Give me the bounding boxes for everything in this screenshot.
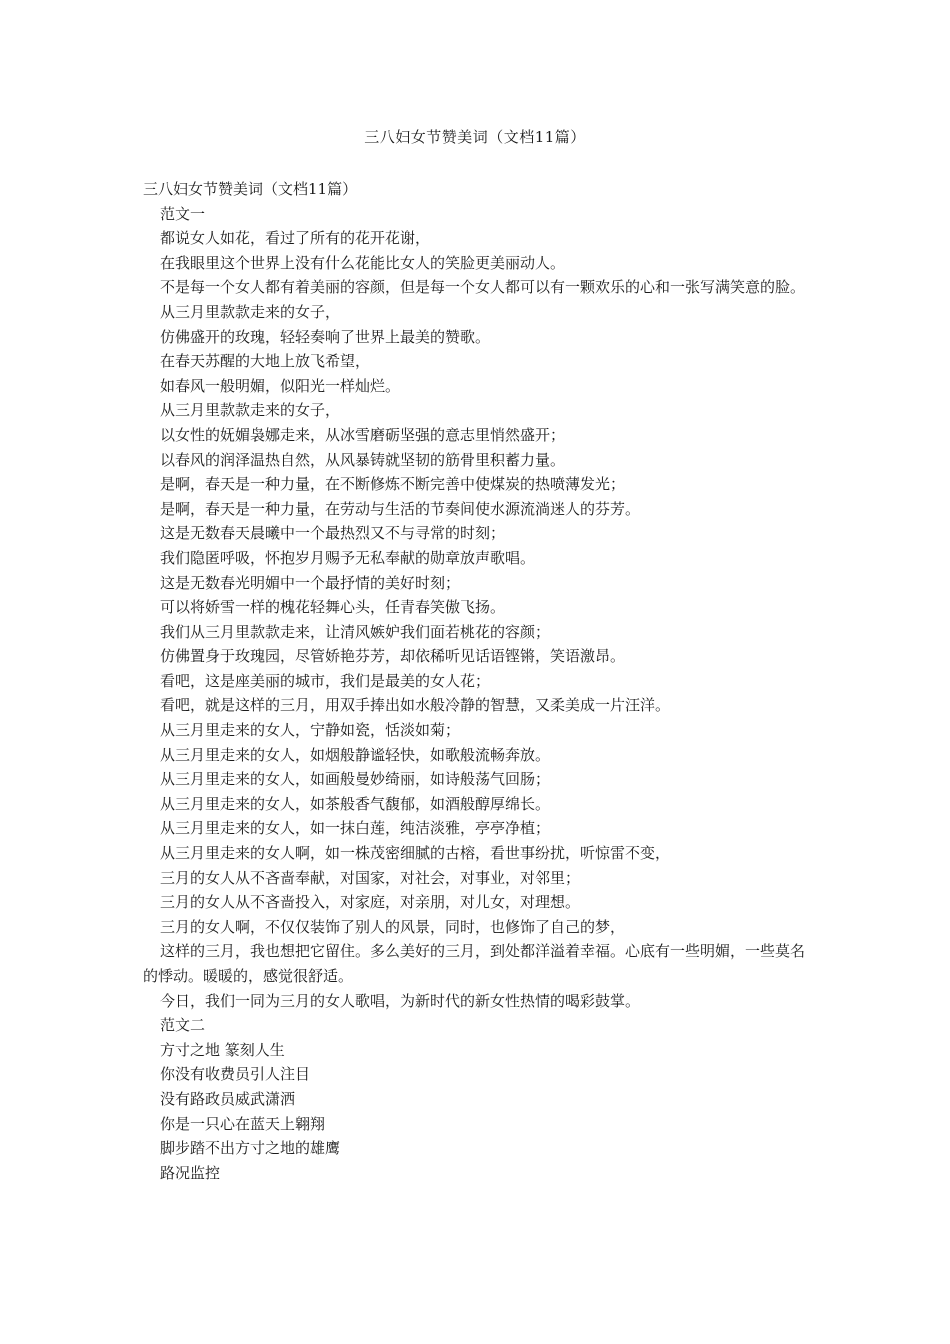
paragraph: 三月的女人从不吝啬奉献，对国家，对社会，对事业，对邻里；	[160, 868, 581, 887]
document-body	[143, 177, 807, 1185]
document-heading: 三八妇女节赞美词（文档11篇）	[143, 180, 358, 198]
paragraph: 从三月里走来的女人，如茶般香气馥郁，如酒般醇厚绵长。	[160, 794, 551, 813]
paragraph: 这样的三月，我也想把它留住。多么美好的三月，到处都洋溢着幸福。心底有一些明媚，一些莫名的悸动。暖暖的，感觉很舒适。	[143, 942, 806, 985]
paragraph: 以女性的妩媚袅娜走来，从冰雪磨砺坚强的意志里悄然盛开；	[160, 425, 566, 444]
paragraph: 仿佛置身于玫瑰园，尽管娇艳芬芳，却依稀听见话语铿锵，笑语激昂。	[160, 647, 626, 666]
paragraph: 不是每一个女人都有着美丽的容颜，但是每一个女人都可以有一颗欢乐的心和一张写满笑意的脸。	[160, 278, 806, 297]
paragraph: 方寸之地 篆刻人生	[160, 1040, 285, 1059]
paragraph: 我们从三月里款款走来，让清风嫉妒我们面若桃花的容颜；	[160, 622, 551, 641]
paragraph: 路况监控	[160, 1163, 221, 1182]
paragraph: 三月的女人从不吝啬投入，对家庭，对亲朋，对儿女，对理想。	[160, 893, 581, 912]
paragraph: 从三月里走来的女人，如画般曼妙绮丽，如诗般荡气回肠；	[160, 770, 551, 789]
paragraph: 今日，我们一同为三月的女人歌唱，为新时代的新女性热情的喝彩鼓掌。	[160, 991, 641, 1010]
paragraph: 都说女人如花，看过了所有的花开花谢，	[160, 229, 431, 248]
paragraph: 从三月里款款走来的女子，	[160, 401, 341, 420]
paragraph: 从三月里走来的女人，如烟般静谧轻快，如歌般流畅奔放。	[160, 745, 551, 764]
paragraph: 三月的女人啊，不仅仅装饰了别人的风景，同时，也修饰了自己的梦，	[160, 917, 626, 936]
paragraph: 在春天苏醒的大地上放飞希望，	[160, 352, 371, 371]
paragraph: 你没有收费员引人注目	[160, 1065, 311, 1084]
paragraph: 从三月里款款走来的女子，	[160, 302, 341, 321]
paragraph: 从三月里走来的女人啊，如一株茂密细腻的古榕，看世事纷扰，听惊雷不变，	[160, 844, 671, 863]
paragraph: 看吧，就是这样的三月，用双手捧出如水般冷静的智慧，又柔美成一片汪洋。	[160, 696, 671, 715]
paragraph: 这是无数春天晨曦中一个最热烈又不与寻常的时刻；	[160, 524, 506, 543]
paragraph: 是啊，春天是一种力量，在不断修炼不断完善中使煤炭的热喷薄发光；	[160, 475, 626, 494]
paragraph: 在我眼里这个世界上没有什么花能比女人的笑脸更美丽动人。	[160, 253, 566, 272]
paragraph: 我们隐匿呼吸，怀抱岁月赐予无私奉献的勋章放声歌唱。	[160, 548, 536, 567]
paragraph: 脚步踏不出方寸之地的雄鹰	[160, 1139, 341, 1158]
paragraph: 以春风的润泽温热自然，从风暴铸就坚韧的筋骨里积蓄力量。	[160, 450, 566, 469]
paragraph: 如春风一般明媚，似阳光一样灿烂。	[160, 376, 401, 395]
document-title: 三八妇女节赞美词（文档11篇）	[364, 128, 586, 146]
paragraph: 从三月里走来的女人，宁静如瓷，恬淡如菊；	[160, 721, 461, 740]
paragraph: 是啊，春天是一种力量，在劳动与生活的节奏间使水源流淌迷人的芬芳。	[160, 499, 641, 518]
paragraph: 没有路政员威武潇洒	[160, 1089, 296, 1108]
paragraph: 这是无数春光明媚中一个最抒情的美好时刻；	[160, 573, 461, 592]
paragraph: 看吧，这是座美丽的城市，我们是最美的女人花；	[160, 671, 491, 690]
paragraph: 从三月里走来的女人，如一抹白莲，纯洁淡雅，亭亭净植；	[160, 819, 551, 838]
paragraph: 你是一只心在蓝天上翱翔	[160, 1114, 326, 1133]
paragraph: 范文一	[160, 204, 206, 223]
paragraph: 可以将娇雪一样的槐花轻舞心头，任青春笑傲飞扬。	[160, 598, 506, 617]
paragraph: 范文二	[160, 1016, 206, 1035]
paragraph: 仿佛盛开的玫瑰，轻轻奏响了世界上最美的赞歌。	[160, 327, 491, 346]
